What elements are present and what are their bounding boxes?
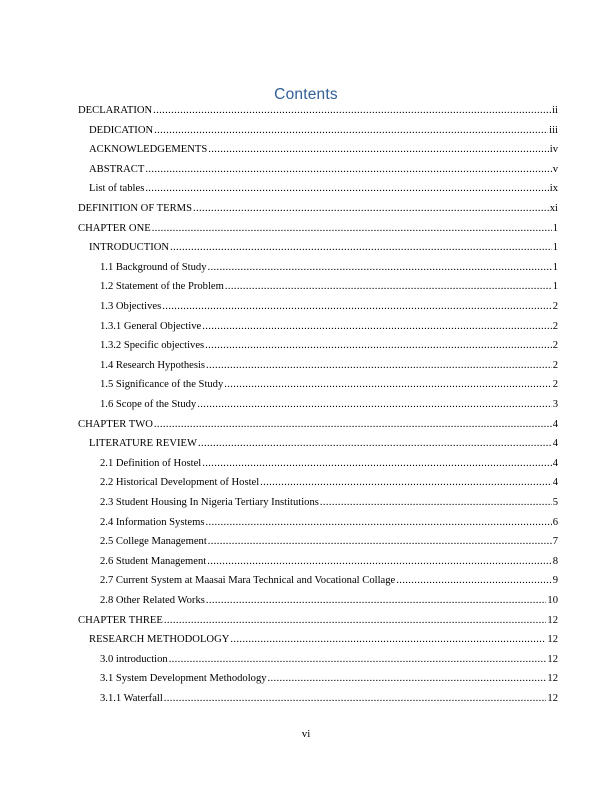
toc-entry-2-7[interactable] (100, 574, 558, 588)
toc-entry-page: iv (549, 144, 558, 156)
toc-entry-page: 12 (547, 673, 558, 685)
toc-entry-list-of-tables[interactable] (89, 182, 558, 196)
toc-entry-declaration[interactable] (78, 104, 558, 118)
toc-entry-1-3-2[interactable] (100, 339, 558, 353)
dot-leader (396, 574, 551, 588)
dot-leader (145, 163, 551, 177)
dot-leader (162, 300, 552, 314)
toc-entry-page: 8 (552, 555, 558, 567)
toc-entry-3-1[interactable] (100, 672, 558, 686)
toc-entry-chapter-two[interactable] (78, 418, 558, 432)
dot-leader (208, 261, 552, 275)
toc-entry-chapter-three[interactable] (78, 614, 558, 628)
dot-leader (154, 124, 548, 138)
toc-entry-page: 7 (552, 536, 558, 548)
toc-entry-page: iii (549, 124, 558, 136)
toc-entry-label: 2.5 College Management (100, 536, 207, 548)
dot-leader (208, 535, 552, 549)
toc-entry-2-3[interactable] (100, 496, 558, 510)
toc-entry-page: 1 (552, 261, 558, 273)
toc-entry-2-5[interactable] (100, 535, 558, 549)
page-title: Contents (274, 86, 338, 103)
toc-entry-1-3-1[interactable] (100, 320, 558, 334)
toc-entry-label: LITERATURE REVIEW (89, 438, 197, 450)
toc-entry-label: 1.3.1 General Objective (100, 320, 202, 332)
toc-entry-1-2[interactable] (100, 280, 558, 294)
toc-entry-label: RESEARCH METHODOLOGY (89, 634, 230, 646)
dot-leader (164, 692, 547, 706)
toc-entry-page: 12 (547, 653, 558, 665)
dot-leader (193, 202, 549, 216)
toc-entry-label: 1.2 Statement of the Problem (100, 281, 224, 293)
dot-leader (224, 378, 551, 392)
toc-entry-abstract[interactable] (89, 163, 558, 177)
dot-leader (225, 280, 552, 294)
toc-entry-label: DECLARATION (78, 105, 153, 116)
toc-entry-label: INTRODUCTION (89, 242, 170, 254)
toc-entry-page: 2 (552, 340, 558, 352)
toc-entry-label: 2.4 Information Systems (100, 516, 205, 528)
toc-entry-label: 2.8 Other Related Works (100, 595, 205, 606)
toc-entry-label: 3.1.1 Waterfall (100, 693, 163, 704)
toc-entry-page: 1 (552, 222, 558, 234)
toc-entry-page: 3 (552, 399, 558, 410)
dot-leader (268, 672, 547, 686)
toc-entry-label: ACKNOWLEDGEMENTS (89, 144, 208, 156)
toc-entry-page: 4 (552, 418, 558, 430)
toc-entry-literature-review[interactable] (89, 437, 558, 451)
dot-leader (260, 476, 552, 490)
toc-entry-2-6[interactable] (100, 555, 558, 569)
toc-entry-acknowledgements[interactable] (89, 143, 558, 157)
toc-entry-page: 12 (547, 614, 558, 626)
toc-entry-page: 4 (552, 477, 558, 489)
toc-entry-page: 2 (552, 301, 558, 312)
toc-entry-label: 1.1 Background of Study (100, 261, 207, 273)
dot-leader (152, 222, 552, 236)
toc-entry-label: CHAPTER TWO (78, 418, 153, 430)
dot-leader (207, 555, 551, 569)
toc-entry-label: 3.0 introduction (100, 653, 168, 665)
dot-leader (205, 516, 551, 530)
toc-entry-page: 4 (552, 457, 558, 469)
toc-entry-label: 2.6 Student Management (100, 555, 207, 567)
toc-entry-dedication[interactable] (89, 124, 558, 138)
toc-entry-1-5[interactable] (100, 378, 558, 392)
toc-entry-label: CHAPTER ONE (78, 222, 151, 234)
dot-leader (202, 457, 551, 471)
toc-entry-label: 2.3 Student Housing In Nigeria Tertiary Institutions (100, 497, 319, 508)
toc-entry-2-1[interactable] (100, 457, 558, 471)
dot-leader (206, 594, 547, 608)
toc-entry-1-1[interactable] (100, 261, 558, 275)
toc-entry-page: 10 (547, 595, 558, 606)
toc-entry-label: CHAPTER THREE (78, 614, 163, 626)
dot-leader (230, 633, 546, 647)
dot-leader (197, 398, 551, 412)
page-number: vi (301, 728, 311, 740)
dot-leader (205, 339, 552, 353)
dot-leader (198, 437, 552, 451)
toc-entry-page: 12 (547, 693, 558, 704)
dot-leader (145, 182, 548, 196)
toc-entry-label: 1.5 Significance of the Study (100, 379, 224, 391)
toc-entry-introduction[interactable] (89, 241, 558, 255)
toc-entry-chapter-one[interactable] (78, 222, 558, 236)
toc-entry-page: 1 (552, 242, 558, 254)
dot-leader (202, 320, 552, 334)
toc-entry-label: DEDICATION (89, 124, 154, 136)
toc-entry-label: DEFINITION OF TERMS (78, 203, 192, 214)
toc-entry-3-0[interactable] (100, 653, 558, 667)
toc-entry-1-4[interactable] (100, 359, 558, 373)
toc-entry-page: 5 (552, 497, 558, 508)
toc-entry-3-1-1[interactable] (100, 692, 558, 706)
dot-leader (320, 496, 552, 510)
dot-leader (154, 418, 552, 432)
toc-entry-research-methodology[interactable] (89, 633, 558, 647)
dot-leader (164, 614, 547, 628)
toc-entry-page: 12 (547, 634, 558, 646)
toc-entry-label: 1.4 Research Hypothesis (100, 359, 206, 371)
toc-entry-page: 2 (552, 320, 558, 332)
toc-entry-page: 6 (552, 516, 558, 528)
toc-entry-page: 2 (552, 359, 558, 371)
toc-entry-definition-of-terms[interactable] (78, 202, 558, 216)
toc-entry-page: 4 (552, 438, 558, 450)
dot-leader (169, 653, 547, 667)
toc-entry-label: 1.6 Scope of the Study (100, 399, 197, 410)
toc-entry-label: List of tables (89, 183, 145, 195)
toc-entry-2-2[interactable] (100, 476, 558, 490)
toc-entry-label: 1.3.2 Specific objectives (100, 340, 205, 352)
toc-entry-page: 1 (552, 281, 558, 293)
toc-entry-page: v (552, 163, 558, 175)
toc-entry-page: 9 (552, 575, 558, 587)
dot-leader (153, 104, 551, 118)
toc-entry-page: ii (552, 105, 558, 116)
dot-leader (170, 241, 552, 255)
toc-entry-1-3[interactable] (100, 300, 558, 314)
dot-leader (208, 143, 548, 157)
toc-entry-label: 1.3 Objectives (100, 301, 162, 312)
dot-leader (206, 359, 552, 373)
toc-entry-page: ix (549, 183, 558, 195)
toc-entry-label: 2.1 Definition of Hostel (100, 457, 202, 469)
toc-entry-label: 2.2 Historical Development of Hostel (100, 477, 260, 489)
toc-entry-2-4[interactable] (100, 516, 558, 530)
toc-entry-1-6[interactable] (100, 398, 558, 412)
toc-entry-page: 2 (552, 379, 558, 391)
toc-entry-label: 2.7 Current System at Maasai Mara Technical and Vocational Collage (100, 575, 396, 587)
toc-entry-2-8[interactable] (100, 594, 558, 608)
toc-entry-page: xi (549, 203, 558, 214)
toc-entry-label: 3.1 System Development Methodology (100, 673, 267, 685)
toc-entry-label: ABSTRACT (89, 163, 145, 175)
